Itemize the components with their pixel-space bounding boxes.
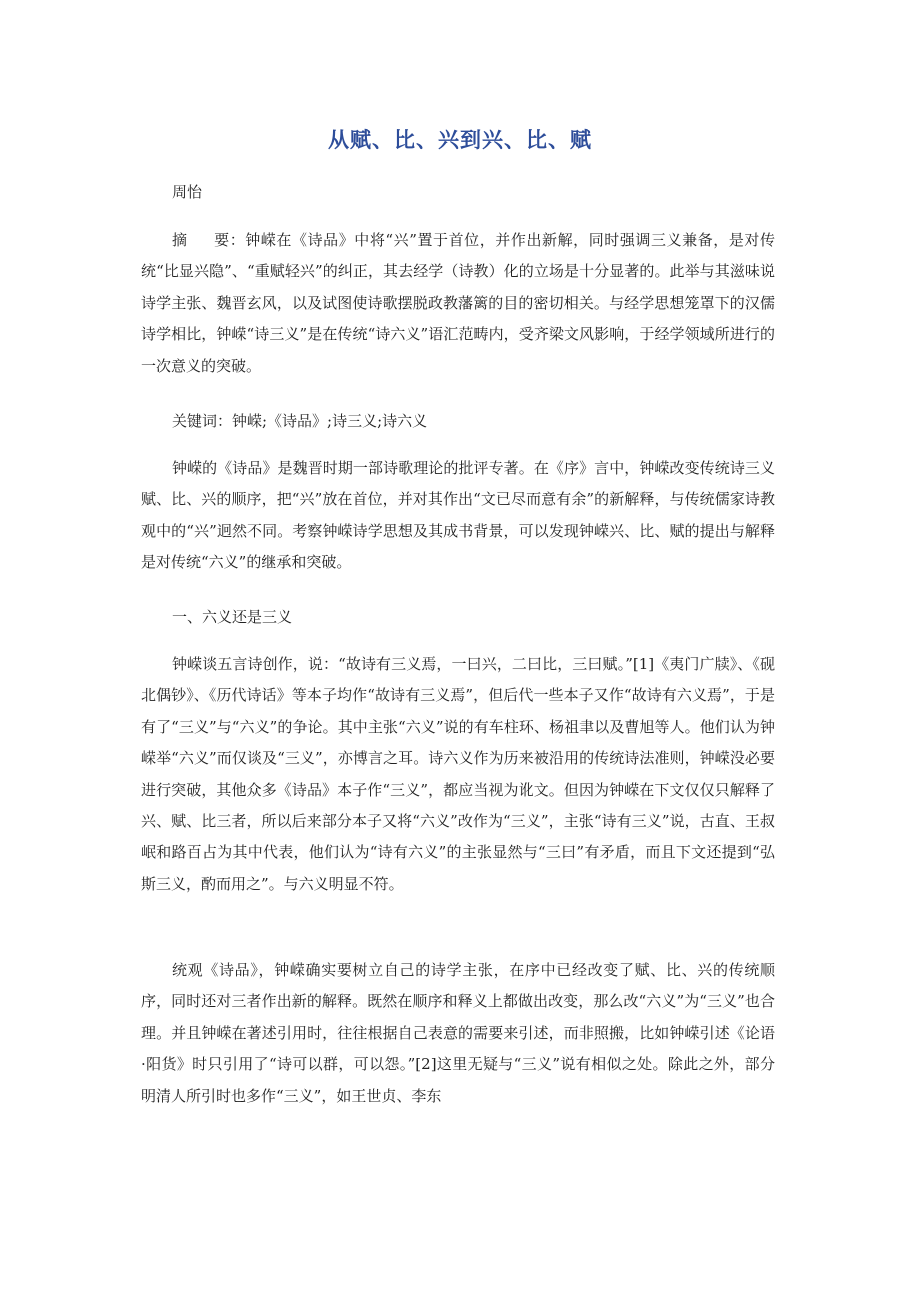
abstract-label-second: 要： xyxy=(213,231,246,249)
intro-paragraph: 钟嵘的《诗品》是魏晋时期一部诗歌理论的批评专著。在《序》言中，钟嵘改变传统诗三义赋、比、兴的顺序，把“兴”放在首位，并对其作出“文已尽而意有余”的新解释，与传统儒家诗教观中的“兴”迥然不同。考察钟嵘诗学思想及其成书背景，可以发现钟嵘兴、比、赋的提出与解释是对传统“六义”的继承和突破。 xyxy=(141,459,775,572)
section-heading: 一、六义还是三义 xyxy=(172,608,293,626)
abstract-paragraph xyxy=(141,225,775,382)
body-paragraph: 统观《诗品》，钟嵘确实要树立自己的诗学主张，在序中已经改变了赋、比、兴的传统顺序，同时还对三者作出新的解释。既然在顺序和释义上都做出改变，那么改“六义”为“三义”也合理。并且钟嵘在著述引用时，往往根据自己表意的需要来引述，而非照搬，比如钟嵘引述《论语·阳货》时只引用了“诗可以群，可以怨。”[2]这里无疑与“三义”说有相似之处。除此之外，部分明清人所引时也多作“三义”，如王世贞、李东 xyxy=(141,961,775,1105)
keywords-line: 关键词：钟嵘;《诗品》;诗三义;诗六义 xyxy=(172,412,428,430)
author-name: 周怡 xyxy=(172,183,203,201)
abstract-label xyxy=(172,231,245,249)
abstract-text: 钟嵘在《诗品》中将“兴”置于首位，并作出新解，同时强调三义兼备，是对传统“比显兴隐”、“重赋轻兴”的纠正，其去经学（诗教）化的立场是十分显著的。此举与其滋味说诗学主张、魏晋玄风，以及试图使诗歌摆脱政教藩篱的目的密切相关。与经学思想笼罩下的汉儒诗学相比，钟嵘“诗三义”是在传统“诗六义”语汇范畴内，受齐梁文风影响，于经学领域所进行的一次意义的突破。 xyxy=(141,231,775,375)
body-paragraph: 钟嵘谈五言诗创作，说：“故诗有三义焉，一曰兴，二曰比，三曰赋。”[1]《夷门广牍》、《砚北偶钞》、《历代诗话》等本子均作“故诗有三义焉”，但后代一些本子又作“故诗有六义焉”，于是有了“三义”与“六义”的争论。其中主张“六义”说的有车柱环、杨祖聿以及曹旭等人。他们认为钟嵘举“六义”而仅谈及“三义”，亦博言之耳。诗六义作为历来被沿用的传统诗法准则，钟嵘没必要进行突破，其他众多《诗品》本子作“三义”，都应当视为讹文。但因为钟嵘在下文仅仅只解释了兴、赋、比三者，所以后来部分本子又将“六义”改作为“三义”，主张“诗有三义”说，古直、王叔岷和路百占为其中代表，他们认为“诗有六义”的主张显然与“三曰”有矛盾，而且下文还提到“弘斯三义，酌而用之”。与六义明显不符。 xyxy=(141,655,775,893)
article-title: 从赋、比、兴到兴、比、赋 xyxy=(328,128,592,152)
abstract-label-first: 摘 xyxy=(172,231,188,249)
